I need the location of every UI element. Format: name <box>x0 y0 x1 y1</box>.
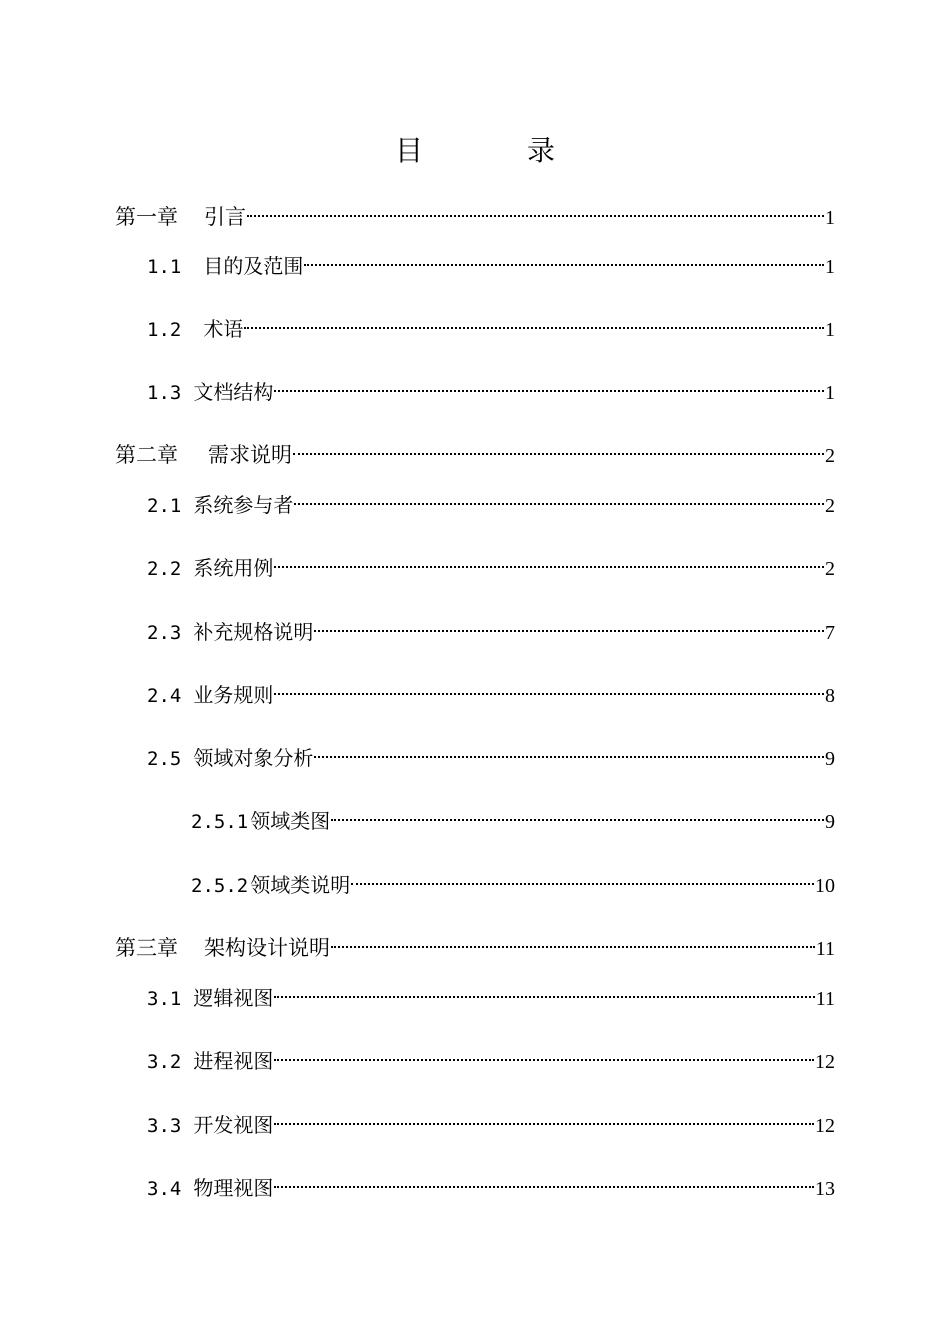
toc-entry-text: 领域类说明 <box>250 873 351 897</box>
toc-entry-text: 系统用例 <box>193 556 274 580</box>
toc-entry-page: 1 <box>825 256 835 278</box>
toc-entry-page: 11 <box>815 938 835 960</box>
dot-leader <box>274 1165 814 1195</box>
toc-entry-number: 3.1 <box>147 988 182 1010</box>
toc-entry-number: 3.4 <box>147 1178 182 1200</box>
toc-entry-number: 2.1 <box>147 495 182 517</box>
toc-entry-text: 文档结构 <box>193 380 274 404</box>
toc-entry-3-4[interactable] <box>147 1165 835 1200</box>
toc-entry-text: 逻辑视图 <box>193 986 274 1010</box>
dot-leader <box>294 482 824 512</box>
toc-entry-text: 业务规则 <box>193 683 274 707</box>
toc-entry-number: 第二章 <box>115 443 178 467</box>
toc-entry-page: 10 <box>815 875 835 897</box>
toc-entry-2-5-2[interactable] <box>191 862 835 897</box>
toc-entry-1-2[interactable] <box>147 306 835 341</box>
dot-leader <box>351 862 814 892</box>
dot-leader <box>274 1102 814 1132</box>
toc-entry-number: 1.3 <box>147 382 182 404</box>
dot-leader <box>244 306 824 336</box>
toc-entry-number: 2.5 <box>147 748 182 770</box>
toc-entry-number: 2.5.1 <box>191 811 249 833</box>
toc-entry-page: 9 <box>825 811 835 833</box>
dot-leader <box>247 194 824 224</box>
toc-entry-text: 开发视图 <box>193 1113 274 1137</box>
toc-entry-text: 目的及范围 <box>203 254 304 278</box>
toc-entry-text: 物理视图 <box>193 1176 274 1200</box>
toc-entry-2-1[interactable] <box>147 482 835 517</box>
toc-entry-number: 2.2 <box>147 558 182 580</box>
dot-leader <box>274 672 824 702</box>
toc-entry-number: 3.2 <box>147 1051 182 1073</box>
toc-entry-text: 领域对象分析 <box>193 746 314 770</box>
toc-entry-number: 2.3 <box>147 622 182 644</box>
dot-leader <box>293 432 824 462</box>
toc-entry-page: 1 <box>825 382 835 404</box>
toc-entry-page: 2 <box>825 558 835 580</box>
toc-entry-3-1[interactable] <box>147 975 835 1010</box>
toc-entry-text: 引言 <box>204 205 246 229</box>
toc-entry-chapter-3[interactable] <box>115 925 835 960</box>
toc-entry-page: 1 <box>825 319 835 341</box>
toc-entry-number: 2.4 <box>147 685 182 707</box>
toc-entry-page: 8 <box>825 685 835 707</box>
toc-entry-2-4[interactable] <box>147 672 835 707</box>
dot-leader <box>274 369 824 399</box>
toc-entry-3-3[interactable] <box>147 1102 835 1137</box>
dot-leader <box>331 925 815 955</box>
toc-entry-page: 7 <box>825 622 835 644</box>
toc-entry-number: 3.3 <box>147 1115 182 1137</box>
toc-entry-2-5-1[interactable] <box>191 798 835 833</box>
dot-leader <box>274 1038 814 1068</box>
toc-entry-page: 11 <box>815 988 835 1010</box>
toc-entry-page: 12 <box>815 1051 835 1073</box>
toc-entry-1-3[interactable] <box>147 369 835 404</box>
dot-leader <box>274 975 814 1005</box>
dot-leader <box>274 545 824 575</box>
toc-title: 目 录 <box>394 134 593 167</box>
toc-entry-number: 1.1 <box>147 256 182 278</box>
toc-entry-page: 1 <box>825 207 835 229</box>
toc-entry-page: 2 <box>825 495 835 517</box>
toc-entry-page: 9 <box>825 748 835 770</box>
toc-entry-number: 2.5.2 <box>191 875 249 897</box>
toc-entry-2-2[interactable] <box>147 545 835 580</box>
dot-leader <box>304 243 824 273</box>
toc-entry-text: 需求说明 <box>208 443 292 467</box>
dot-leader <box>314 609 824 639</box>
toc-entry-number: 第一章 <box>115 205 178 229</box>
toc-entry-text: 进程视图 <box>193 1049 274 1073</box>
toc-entry-1-1[interactable] <box>147 243 835 278</box>
toc-entry-text: 系统参与者 <box>193 493 294 517</box>
toc-entry-page: 12 <box>815 1115 835 1137</box>
toc-entry-3-2[interactable] <box>147 1038 835 1073</box>
toc-entry-text: 领域类图 <box>250 809 331 833</box>
toc-entry-page: 13 <box>815 1178 835 1200</box>
toc-entry-2-3[interactable] <box>147 609 835 644</box>
toc-entry-chapter-1[interactable] <box>115 194 835 229</box>
toc-entry-number: 1.2 <box>147 319 182 341</box>
toc-entry-text: 术语 <box>203 317 244 341</box>
toc-entry-text: 架构设计说明 <box>204 936 330 960</box>
toc-entry-chapter-2[interactable] <box>115 432 835 467</box>
toc-entry-2-5[interactable] <box>147 735 835 770</box>
toc-entry-number: 第三章 <box>115 936 178 960</box>
toc-entry-text: 补充规格说明 <box>193 620 314 644</box>
toc-entry-page: 2 <box>825 445 835 467</box>
dot-leader <box>314 735 824 765</box>
dot-leader <box>331 798 824 828</box>
